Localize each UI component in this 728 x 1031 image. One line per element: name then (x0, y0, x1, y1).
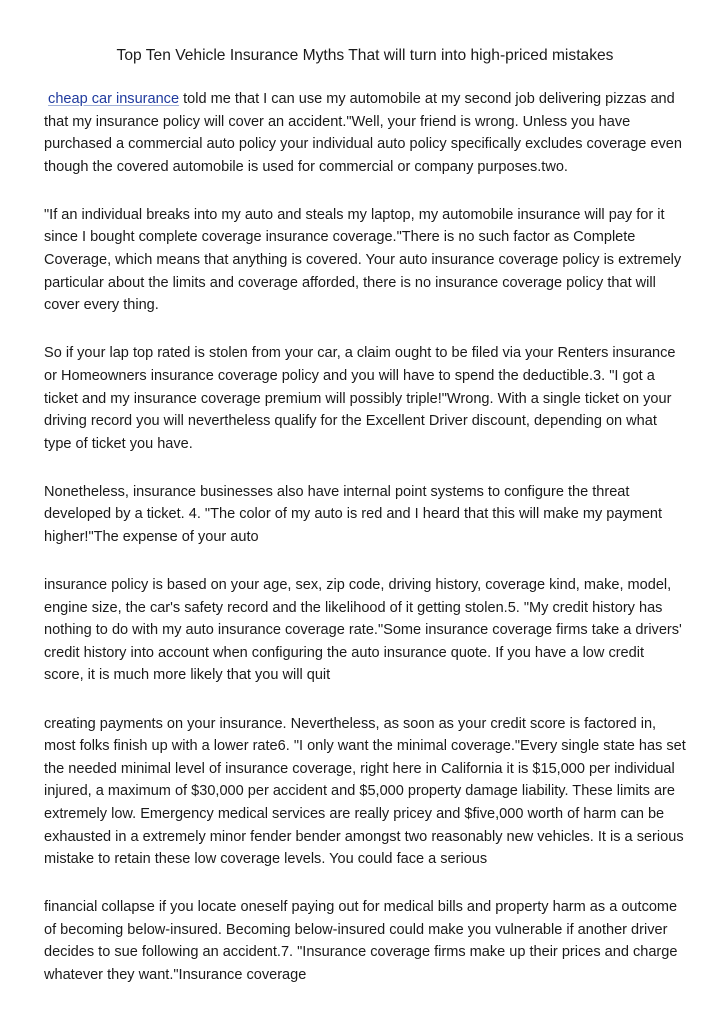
paragraph-1 (44, 88, 686, 178)
paragraph-5: insurance policy is based on your age, sex, zip code, driving history, coverage kind, make, model, engine size, the car's safety record and the likelihood of it getting stolen.5. "My credit history has nothing to do with my auto insurance coverage rate."Some insurance coverage firms take a drivers' credit history into account when configuring the auto insurance quote. If you have a low credit score, it is much more likely that you will quit (44, 577, 682, 684)
paragraph-4: Nonetheless, insurance businesses also have internal point systems to configure the threat developed by a ticket. 4. "The color of my auto is red and I heard that this will make my payment higher!"The expense of your auto (44, 483, 663, 545)
paragraph-2: "If an individual breaks into my auto and steals my laptop, my automobile insurance will pay for it since I bought complete coverage insurance coverage."There is no such factor as Complete Coverage, which means that anything is covered. Your auto insurance coverage policy is extremely particular about the limits and coverage afforded, there is no insurance coverage policy that will cover every thing. (44, 206, 682, 314)
paragraph-3: So if your lap top rated is stolen from your car, a claim ought to be filed via your Renters insurance or Homeowners insurance coverage policy and you will have to spend the deductible.3. "I got a ticket and my insurance coverage premium will possibly triple!"Wrong. With a single ticket on your driving record you will nevertheless qualify for the Excellent Driver discount, depending on what type of ticket you have. (44, 345, 676, 452)
document-title: Top Ten Vehicle Insurance Myths That will turn into high-priced mistakes (116, 47, 614, 64)
paragraph-1-text: told me that I can use my automobile at my second job delivering pizzas and that my insurance policy will cover an accident."Well, your friend is wrong. Unless you have purchased a commercial auto policy your individual auto policy specifically excludes coverage even though the covered automobile is used for commercial or company purposes.two. (44, 91, 682, 175)
paragraph-7: financial collapse if you locate oneself paying out for medical bills and property harm as a outcome of becoming below-insured. Becoming below-insured could make you vulnerable if another driver decides to sue following an accident.7. "Insurance coverage firms make up their prices and charge whatever they want."Insurance coverage (44, 899, 678, 983)
document-page (44, 46, 686, 1012)
cheap-car-insurance-link[interactable]: cheap car insurance (48, 91, 180, 107)
paragraph-6: creating payments on your insurance. Nevertheless, as soon as your credit score is factored in, most folks finish up with a lower rate6. "I only want the minimal coverage."Every single state has set the needed minimal level of insurance coverage, right here in California it is $15,000 per individual injured, a maximum of $30,000 per accident and $5,000 property damage liability. These limits are extremely low. Emergency medical services are really pricey and $five,000 worth of harm can be exhausted in a extremely minor fender bender amongst two reasonably new vehicles. It is a serious mistake to retain these low coverage levels. You could face a serious (44, 715, 686, 868)
